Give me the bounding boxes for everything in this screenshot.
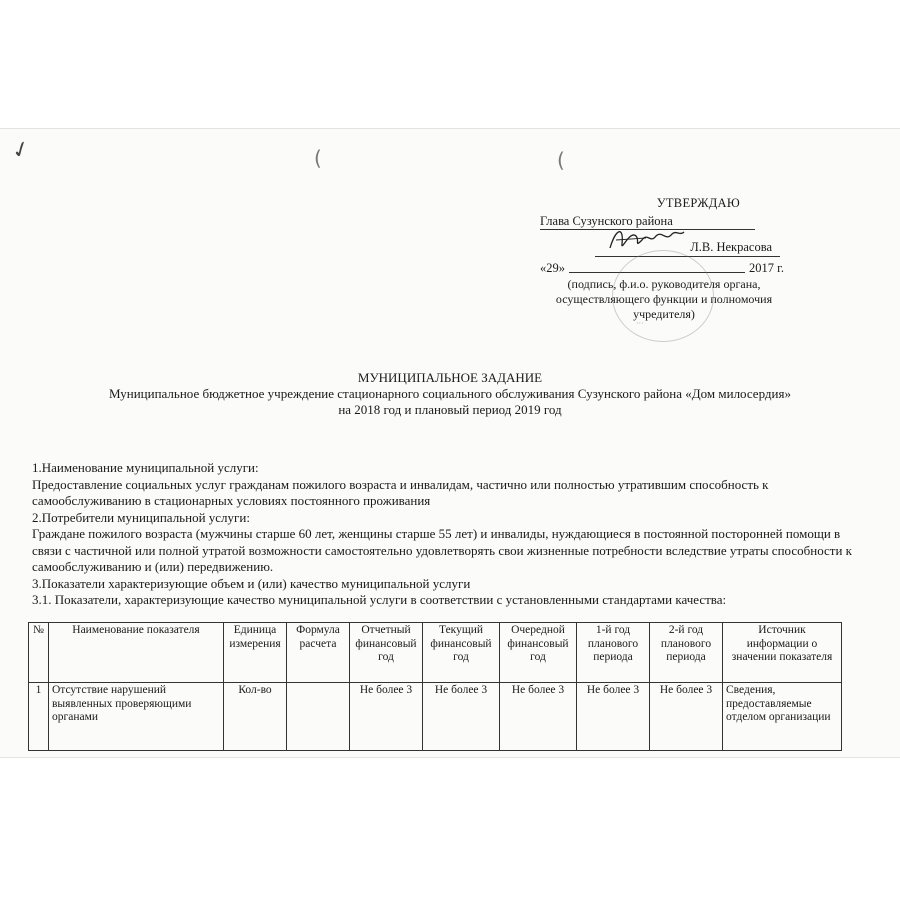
section-2-heading: 2.Потребители муниципальной услуги: <box>32 509 250 525</box>
document-heading <box>0 370 900 418</box>
cell-plan-year-1: Не более 3 <box>577 683 650 751</box>
date-close-quote: » <box>558 261 565 275</box>
institution-name: Муниципальное бюджетное учреждение стационарного социального обслуживания Сузунского района «Дом милосердия» <box>109 386 791 401</box>
col-plan-year-2-header: 2-й год планового периода <box>650 623 723 683</box>
official-seal <box>612 250 714 342</box>
col-unit-header: Единица измерения <box>224 623 287 683</box>
pen-tick-mark: ✓ <box>8 135 35 166</box>
col-current-year-header: Текущий финансовый год <box>423 623 500 683</box>
section-3-heading: 3.Показатели характеризующие объем и (или) качество муниципальной услуги <box>32 575 471 591</box>
section-2-text: Граждане пожилого возраста (мужчины старше 60 лет, женщины старше 55 лет) и инвалиды, нуждающиеся в постоянной посторонней помощи в связи с частичной или полной утратой возможности самостоятельно удовлетворять свои жизненные потребности вследствие утраты способности к самообслуживанию и (или) передвижению. <box>32 526 852 574</box>
section-1-text: Предоставление социальных услуг гражданам пожилого возраста и инвалидам, частично или полностью утратившим способность к самообслуживанию в стационарных условиях постоянного проживания <box>32 476 769 508</box>
col-next-year-header: Очередной финансовый год <box>500 623 577 683</box>
cell-source: Сведения, предоставляемые отделом организации <box>723 683 842 751</box>
section-3-1-heading: 3.1. Показатели, характеризующие качество муниципальной услуги в соответствии с установленными стандартами качества: <box>32 592 727 607</box>
cell-reporting-year: Не более 3 <box>350 683 423 751</box>
cell-indicator-name: Отсутствие нарушений выявленных проверяющими органами <box>49 683 224 751</box>
col-reporting-year-header: Отчетный финансовый год <box>350 623 423 683</box>
seal-fragment: ··· <box>636 319 644 328</box>
approval-position: Глава Сузунского района <box>540 214 755 230</box>
signer-name: Л.В. Некрасова <box>690 240 772 254</box>
document-period: на 2018 год и плановый период 2019 год <box>338 402 562 417</box>
staple-hole-mark: ( <box>557 148 565 172</box>
approval-title: УТВЕРЖДАЮ <box>656 196 740 210</box>
date-open-quote: « <box>540 261 547 275</box>
staple-hole-mark: ( <box>314 146 322 170</box>
date-day: 29 <box>546 261 559 275</box>
cell-formula <box>287 683 350 751</box>
cell-current-year: Не более 3 <box>423 683 500 751</box>
document-title: МУНИЦИПАЛЬНОЕ ЗАДАНИЕ <box>357 370 543 385</box>
cell-plan-year-2: Не более 3 <box>650 683 723 751</box>
cell-unit: Кол-во <box>224 683 287 751</box>
section-1-heading: 1.Наименование муниципальной услуги: <box>32 460 259 475</box>
col-number-header: № <box>29 623 49 683</box>
date-year: 2017 г. <box>749 261 784 275</box>
document-body <box>32 460 872 609</box>
table-row <box>29 683 842 751</box>
col-indicator-name-header: Наименование показателя <box>49 623 224 683</box>
signature-note: (подпись, ф.и.о. руководителя органа, осуществляющего функции и полномочия учредителя) <box>555 277 773 321</box>
table-header-row <box>29 623 842 683</box>
cell-number: 1 <box>29 683 49 751</box>
cell-next-year: Не более 3 <box>500 683 577 751</box>
col-source-header: Источник информации о значении показателя <box>723 623 842 683</box>
col-formula-header: Формула расчета <box>287 623 350 683</box>
quality-indicators-table <box>28 622 842 751</box>
col-plan-year-1-header: 1-й год планового периода <box>577 623 650 683</box>
